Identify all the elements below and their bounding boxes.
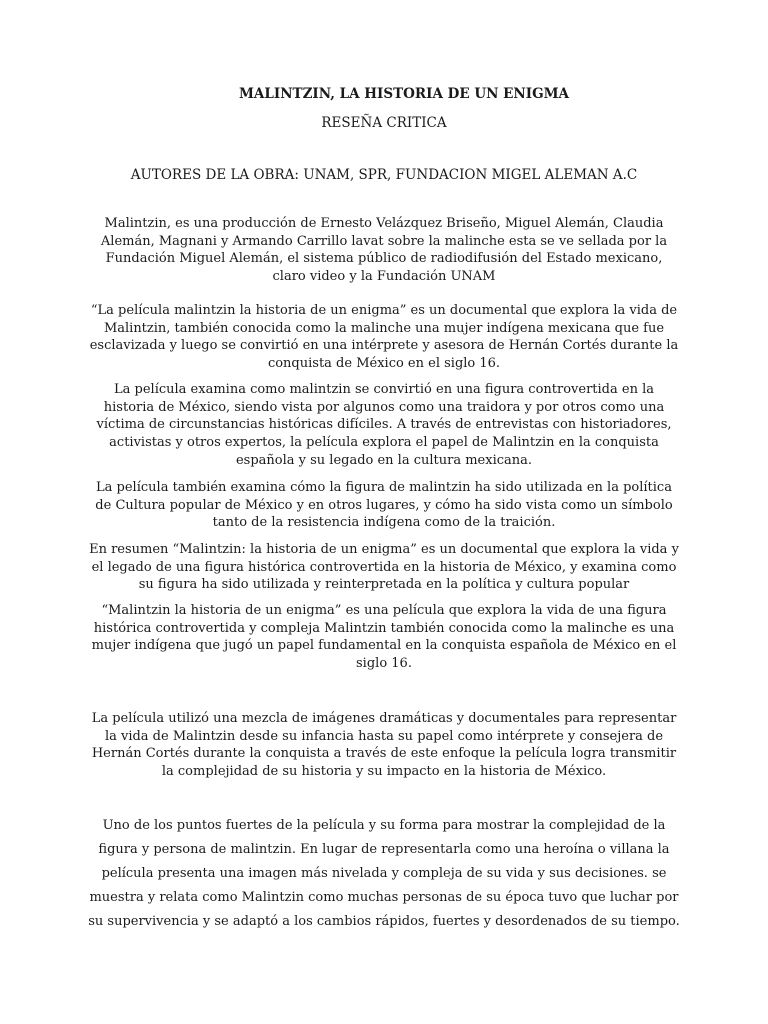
paragraph-3: La película examina como malintzin se convirtió en una figura controvertida en la historia de México, siendo vista por algunos como una traidora y por otros como una víctima de circunstancias históricas difíciles. A través de entrevistas con historiadores, activistas y otros expertos, la película explora el papel de Malintzin en la conquista española y su legado en la cultura mexicana. (96, 382, 672, 468)
paragraph-2: “La película malintzin la historia de un enigma” es un documental que explora la vida de Malintzin, también conocida como la malinche una mujer indígena mexicana que fue esclavizada y luego se convirtió en una intérprete y asesora de Hernán Cortés durante la conquista de México en el siglo 16. (89, 303, 679, 372)
document-title: MALINTZIN, LA HISTORIA DE UN ENIGMA (238, 86, 570, 102)
paragraph-6: “Malintzin la historia de un enigma” es una película que explora la vida de una figura histórica controvertida y compleja Malintzin también conocida como la malinche es una mujer indígena que jugó un papel fundamental en la conquista española de México en el siglo 16. (91, 603, 677, 672)
paragraph-7: La película utilizó una mezcla de imágenes dramáticas y documentales para representar la vida de Malintzin desde su infancia hasta su papel como intérprete y consejera de Hernán Cortés durante la conquista a través de este enfoque la película logra transmitir la complejidad de su historia y su impacto en la historia de México. (91, 711, 677, 780)
document-subtitle: RESEÑA CRITICA (321, 115, 447, 131)
document-authors: AUTORES DE LA OBRA: UNAM, SPR, FUNDACION MIGEL ALEMAN A.C (130, 167, 638, 183)
paragraph-4: La película también examina cómo la figura de malintzin ha sido utilizada en la política de Cultura popular de México y en otros lugares, y cómo ha sido vista como un símbolo tanto de la resistencia indígena como de la traición. (95, 480, 673, 531)
paragraph-8: Uno de los puntos fuertes de la película y su forma para mostrar la complejidad de la figura y persona de malintzin. En lugar de representarla como una heroína o villana la película presenta una imagen más nivelada y compleja de su vida y sus decisiones. se muestra y relata como Malintzin como muchas personas de su época tuvo que luchar por su supervivencia y se adaptó a los cambios rápidos, fuertes y desordenados de su tiempo. (88, 818, 680, 929)
paragraph-1: Malintzin, es una producción de Ernesto Velázquez Briseño, Miguel Alemán, Claudia Alemán, Magnani y Armando Carrillo lavat sobre la malinche esta se ve sellada por la Fundación Miguel Alemán, el sistema público de radiodifusión del Estado mexicano, claro video y la Fundación UNAM (100, 216, 668, 285)
paragraph-5: En resumen “Malintzin: la historia de un enigma” es un documental que explora la vida y el legado de una figura histórica controvertida en la historia de México, y examina como su figura ha sido utilizada y reinterpretada en la política y cultura popular (89, 542, 679, 593)
